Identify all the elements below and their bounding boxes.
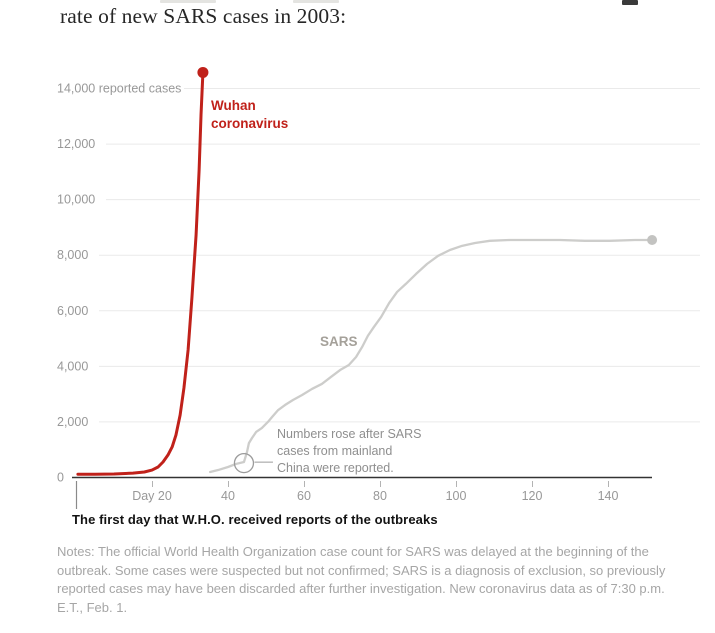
x-axis-tick-label: 40 (221, 489, 235, 503)
wuhan-series-label: Wuhan (211, 98, 256, 113)
chart-notes (57, 543, 677, 617)
headline: rate of new SARS cases in 2003: (60, 4, 347, 28)
sars-end-dot (647, 235, 657, 245)
y-axis-label: 12,000 (57, 137, 96, 152)
x-axis-tick-label: 100 (445, 489, 467, 503)
sars-series-label: SARS (320, 334, 358, 349)
y-axis-label: 2,000 (57, 414, 89, 429)
x-axis-tick-label: 120 (521, 489, 543, 503)
wuhan-line (78, 72, 203, 474)
annotation-text-line: China were reported. (277, 461, 394, 475)
x-axis-tick-label: 140 (597, 489, 619, 503)
x-axis-caption: The first day that W.H.O. received reports of the outbreaks (72, 512, 438, 527)
x-axis-tick-label: 60 (297, 489, 311, 503)
y-axis-label: 4,000 (57, 359, 89, 374)
annotation-text-line: cases from mainland (277, 444, 393, 458)
wuhan-end-dot (197, 67, 208, 78)
y-axis-label: 10,000 (57, 192, 96, 207)
y-axis-label: 14,000 reported cases (57, 81, 182, 96)
wuhan-series-label: coronavirus (211, 116, 289, 131)
annotation-text-line: Numbers rose after SARS (277, 427, 422, 441)
y-axis-label: 8,000 (57, 248, 89, 263)
notes-line: outbreak. Some cases were suspected but not confirmed; SARS is a diagnosis of exclusion, so previously (57, 562, 666, 578)
notes-line: reported cases may have been discarded after further investigation. New coronavirus data as of 7:30 p.m. (57, 581, 665, 596)
notes-line: Notes: The official World Health Organization case count for SARS was delayed at the beginning of the (57, 544, 649, 559)
y-axis-label: 6,000 (57, 303, 89, 318)
notes-line: E.T., Feb. 1. (57, 599, 128, 615)
y-axis-label: 0 (57, 470, 64, 485)
x-axis-tick-label: 80 (373, 489, 387, 503)
x-axis-tick-label: Day 20 (132, 489, 172, 503)
